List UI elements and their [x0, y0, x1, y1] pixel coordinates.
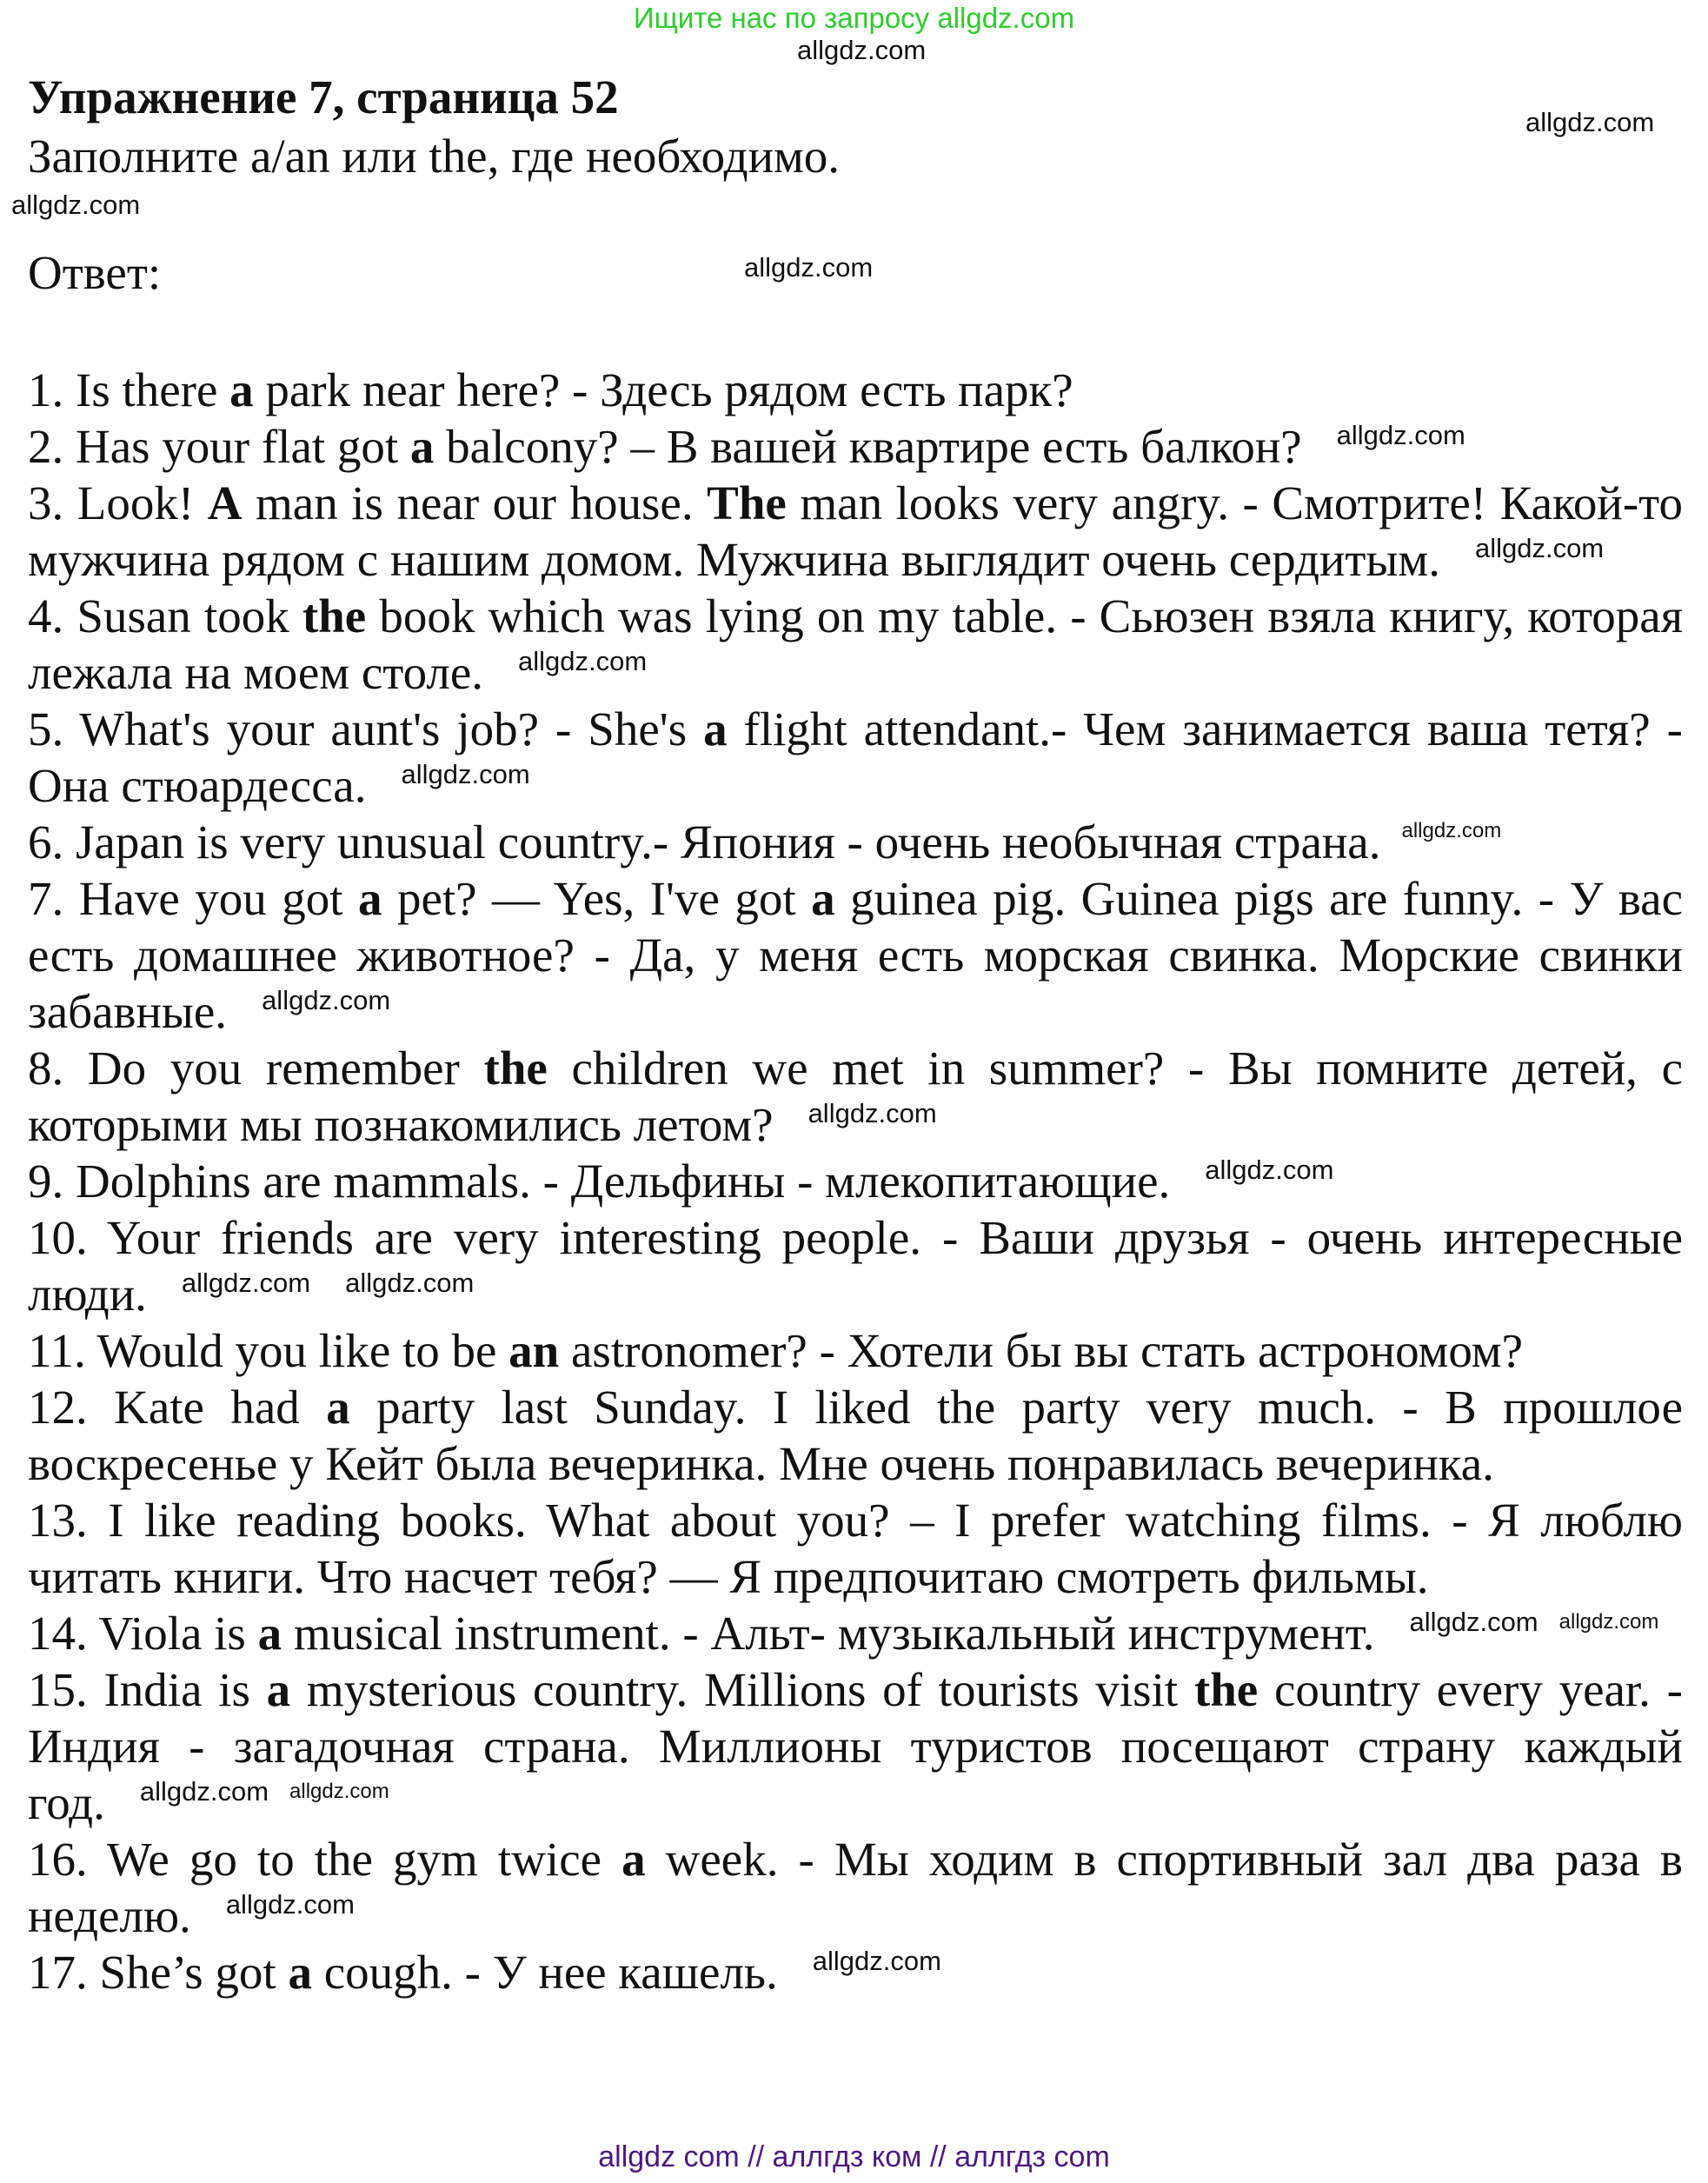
answer-text: 9. Dolphins are mammals. - Дельфины - млекопитающие.	[28, 1155, 1171, 1208]
watermark: allgdz.com	[1401, 819, 1502, 842]
watermark: allgdz.com	[345, 1268, 475, 1298]
answer-text: pet? — Yes, I've got	[382, 872, 812, 925]
watermark: allgdz.com	[401, 759, 530, 789]
answer-text: 14. Viola is	[28, 1607, 258, 1660]
answer-text: 3. Look!	[28, 476, 208, 529]
article-answer: a	[257, 1607, 282, 1660]
page-title: Упражнение 7, страница 52	[28, 70, 619, 123]
answer-text: 16. We go to the gym twice	[28, 1833, 622, 1886]
answer-item	[28, 870, 1683, 1040]
watermark: allgdz.com	[139, 1776, 269, 1807]
watermark: allgdz.com	[181, 1268, 311, 1298]
article-answer: a	[357, 872, 382, 925]
watermark: allgdz.com	[744, 252, 874, 283]
answer-item	[28, 1605, 1683, 1661]
watermark: allgdz.com	[812, 1946, 941, 1976]
answer-text: 15. India is	[28, 1663, 267, 1716]
watermark: allgdz.com	[225, 1889, 355, 1920]
answer-list	[28, 362, 1683, 2000]
answer-text: guinea pig. Guinea pigs are funny. - У вас есть домашнее животное? - Да, у меня есть морская свинка. Морские свинки забавные.	[28, 872, 1683, 1038]
watermark: allgdz.com	[1409, 1607, 1539, 1637]
answer-text: 12. Kate had	[28, 1381, 327, 1434]
answer-item	[28, 418, 1683, 475]
answer-text: 6. Japan is very unusual country.- Япония - очень необычная страна.	[28, 815, 1381, 869]
watermark: allgdz.com	[1205, 1155, 1334, 1185]
answer-text: week. - Мы ходим в спортивный зал два раза в неделю.	[28, 1833, 1683, 1942]
answer-text: country every year. - Индия - загадочная страна. Миллионы туристов посещают страну каждый год.	[28, 1663, 1683, 1829]
answer-text: man is near our house.	[242, 476, 708, 529]
answer-text: 1. Is there	[28, 363, 230, 416]
watermark: allgdz.com	[807, 1098, 937, 1128]
answer-text: man looks very angry. - Смотрите! Какой-то мужчина рядом с нашим домом. Мужчина выглядит очень сердитым.	[28, 476, 1683, 586]
answer-item	[28, 814, 1683, 870]
watermark: allgdz.com	[1525, 107, 1655, 137]
article-answer: the	[483, 1042, 548, 1095]
answer-text: balcony? – В вашей квартире есть балкон?	[434, 420, 1302, 473]
answer-text: 11. Would you like to be	[28, 1324, 509, 1377]
answer-item	[28, 1831, 1683, 1944]
answer-item	[28, 1322, 1683, 1379]
answer-item	[28, 701, 1683, 814]
promo-banner: Ищите нас по запросу allgdz.com	[633, 2, 1075, 34]
watermark: allgdz.com	[11, 190, 141, 220]
article-answer: a	[811, 872, 835, 925]
answer-text: book which was lying on my table. - Сьюзен взяла книгу, которая лежала на моем столе.	[28, 589, 1683, 699]
answer-text: 13. I like reading books. What about you? – I prefer watching films. - Я люблю читать книги. Что насчет тебя? — Я предпочитаю смотреть фильмы.	[28, 1494, 1683, 1603]
article-answer: a	[326, 1381, 350, 1434]
watermark: allgdz.com	[797, 35, 927, 65]
answer-item	[28, 1209, 1683, 1322]
answer-item	[28, 588, 1683, 701]
exercise-instruction: Заполните a/an или the, где необходимо.	[28, 130, 841, 183]
answer-item	[28, 1944, 1683, 2000]
answer-item	[28, 1492, 1683, 1605]
answer-text: musical instrument. - Альт- музыкальный инструмент.	[282, 1607, 1375, 1660]
watermark: allgdz.com	[1558, 1610, 1659, 1634]
article-answer: the	[302, 589, 367, 642]
watermark: allgdz.com	[289, 1780, 389, 1803]
answer-item	[28, 475, 1683, 588]
footer-watermark: allgdz com // аллгдз ком // аллгдз com	[598, 2140, 1110, 2173]
answer-text: astronomer? - Хотели бы вы стать астрономом?	[559, 1324, 1523, 1377]
answer-text: 17. She’s got	[28, 1946, 289, 1999]
article-answer: The	[707, 476, 787, 529]
article-answer: a	[266, 1663, 291, 1716]
answer-label: Ответ:	[28, 246, 162, 299]
answer-text: park near here? - Здесь рядом есть парк?	[253, 363, 1073, 416]
article-answer: a	[703, 702, 728, 755]
answer-text: cough. - У нее кашель.	[311, 1946, 778, 1999]
answer-text: 2. Has your flat got	[28, 420, 410, 473]
watermark: allgdz.com	[1336, 420, 1465, 450]
answer-text: party last Sunday. I liked the party very much. - В прошлое воскресенье у Кейт была вечеринка. Мне очень понравилась вечеринка.	[28, 1381, 1683, 1490]
answer-item	[28, 1040, 1683, 1153]
answer-text: 4. Susan took	[28, 589, 302, 642]
answer-text: mysterious country. Millions of tourists visit	[290, 1663, 1194, 1716]
answer-item	[28, 362, 1683, 418]
article-answer: a	[409, 420, 435, 473]
answer-text: 10. Your friends are very interesting people. - Ваши друзья - очень интересные люди.	[28, 1211, 1683, 1321]
answer-text: 5. What's your aunt's job? - She's	[28, 702, 704, 755]
answer-item	[28, 1153, 1683, 1209]
answer-item	[28, 1661, 1683, 1831]
article-answer: an	[508, 1324, 560, 1377]
answer-text: 8. Do you remember	[28, 1042, 484, 1095]
answer-item	[28, 1379, 1683, 1492]
article-answer: a	[288, 1946, 312, 1999]
watermark: allgdz.com	[518, 646, 648, 676]
watermark: allgdz.com	[1474, 533, 1605, 563]
answer-text: children we met in summer? - Вы помните детей, с которыми мы познакомились летом?	[28, 1042, 1683, 1151]
article-answer: A	[207, 476, 243, 529]
article-answer: a	[621, 1833, 646, 1886]
answer-text: flight attendant.- Чем занимается ваша тетя? - Она стюардесса.	[28, 702, 1683, 812]
article-answer: a	[229, 363, 254, 416]
article-answer: the	[1193, 1663, 1259, 1716]
watermark: allgdz.com	[262, 985, 391, 1015]
answer-text: 7. Have you got	[28, 872, 358, 925]
